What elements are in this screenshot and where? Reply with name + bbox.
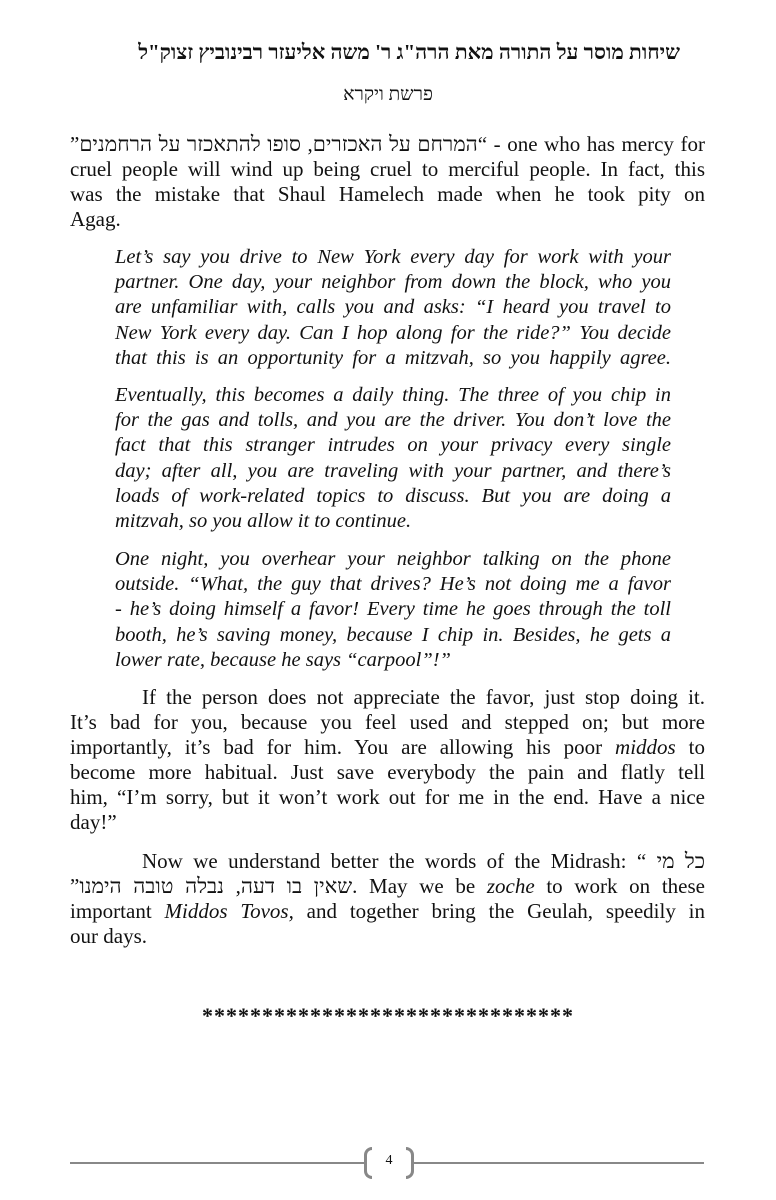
text: Now we understand better the words of the Midrash: “ bbox=[142, 849, 657, 873]
text-line bbox=[70, 735, 705, 760]
text-line: that this is an opportunity for a mitzvah, so you happily agree. bbox=[115, 346, 671, 369]
text-line: him, “I’m sorry, but it won’t work out for me in the end. Have a nice bbox=[70, 785, 705, 809]
hebrew-text: כל מי bbox=[656, 849, 706, 873]
emphasis: middos bbox=[615, 735, 676, 759]
text-line: booth, he’s saving money, because I chip in. Besides, he gets a bbox=[115, 623, 671, 646]
text-line: partner. One day, your neighbor from down the block, who you bbox=[115, 271, 671, 294]
hebrew-text: שאין בו דעה, נבלה טובה הימנו” bbox=[70, 874, 353, 898]
text-line: If the person does not appreciate the favor, just stop doing it. bbox=[142, 685, 705, 709]
story-paragraph-1 bbox=[115, 245, 671, 371]
text-line: cruel people will wind up being cruel to merciful people. In fact, this bbox=[70, 157, 705, 181]
text: importantly, it’s bad for him. You are allowing his poor bbox=[70, 735, 616, 759]
text-line: Agag. bbox=[70, 207, 121, 231]
text-line: are unfamiliar with, calls you and asks: “I heard you travel to bbox=[115, 296, 671, 319]
text-line: - he’s doing himself a favor! Every time he goes through the toll bbox=[115, 598, 671, 621]
text-line: was the mistake that Shaul Hamelech made when he took pity on bbox=[70, 182, 705, 206]
intro-paragraph bbox=[70, 132, 705, 232]
text-line: Eventually, this becomes a daily thing. The three of you chip in bbox=[115, 384, 671, 406]
text-line: day; after all, you are traveling with your partner, and there’s bbox=[115, 459, 671, 482]
emphasis: Middos Tovos, bbox=[164, 899, 294, 923]
footer-rule-right bbox=[412, 1162, 704, 1164]
text-line: fact that this stranger intrudes on your privacy every single bbox=[115, 434, 671, 457]
closing-paragraph bbox=[70, 849, 705, 949]
text: to work on these bbox=[534, 874, 705, 898]
text: and together bring the Geulah, speedily in bbox=[293, 899, 706, 923]
conclusion-paragraph bbox=[70, 685, 705, 835]
hebrew-quote: “המרחם על האכזרים, סופו להתאכזר על הרחמנים” bbox=[70, 132, 488, 156]
text-line bbox=[70, 874, 705, 899]
footer-rule-left bbox=[70, 1162, 366, 1164]
text-line: One night, you overhear your neighbor talking on the phone bbox=[115, 548, 671, 570]
section-separator: ******************************* bbox=[202, 1003, 574, 1028]
text-line: Let’s say you drive to New York every day for work with your bbox=[115, 246, 671, 268]
text-line: New York every day. Can I hop along for the ride?” You decide bbox=[115, 321, 671, 344]
text-line: become more habitual. Just save everybody the pain and flatly tell bbox=[70, 760, 705, 784]
text-line: for the gas and tolls, and you are the driver. You don’t love the bbox=[115, 409, 671, 432]
text: important bbox=[70, 899, 165, 923]
text-line bbox=[70, 132, 705, 157]
text-line: loads of work-related topics to discuss. But you are doing a bbox=[115, 484, 671, 507]
text-line: It’s bad for you, because you feel used and stepped on; but more bbox=[70, 710, 705, 734]
page-number-box bbox=[364, 1145, 414, 1181]
text-line: mitzvah, so you allow it to continue. bbox=[115, 509, 412, 532]
text-line: our days. bbox=[70, 924, 147, 948]
text-line: day!” bbox=[70, 810, 117, 834]
text-line bbox=[70, 899, 705, 924]
text: to bbox=[675, 735, 705, 759]
text-line bbox=[70, 849, 705, 874]
text-line: outside. “What, the guy that drives? He’s not doing me a favor bbox=[115, 573, 671, 596]
parsha-subtitle: פרשת ויקרא bbox=[343, 84, 433, 105]
page-number: 4 bbox=[385, 1153, 393, 1168]
book-title: שיחות מוסר על התורה מאת הרה"ג ר' משה אליעזר רבינוביץ זצוק"ל bbox=[138, 40, 680, 64]
story-paragraph-3 bbox=[115, 547, 671, 673]
text-line: lower rate, because he says “carpool”!” bbox=[115, 648, 451, 671]
text: - one who has mercy for bbox=[487, 132, 705, 156]
emphasis: zoche bbox=[486, 874, 535, 898]
text: . May we be bbox=[352, 874, 487, 898]
story-paragraph-2 bbox=[115, 383, 671, 534]
